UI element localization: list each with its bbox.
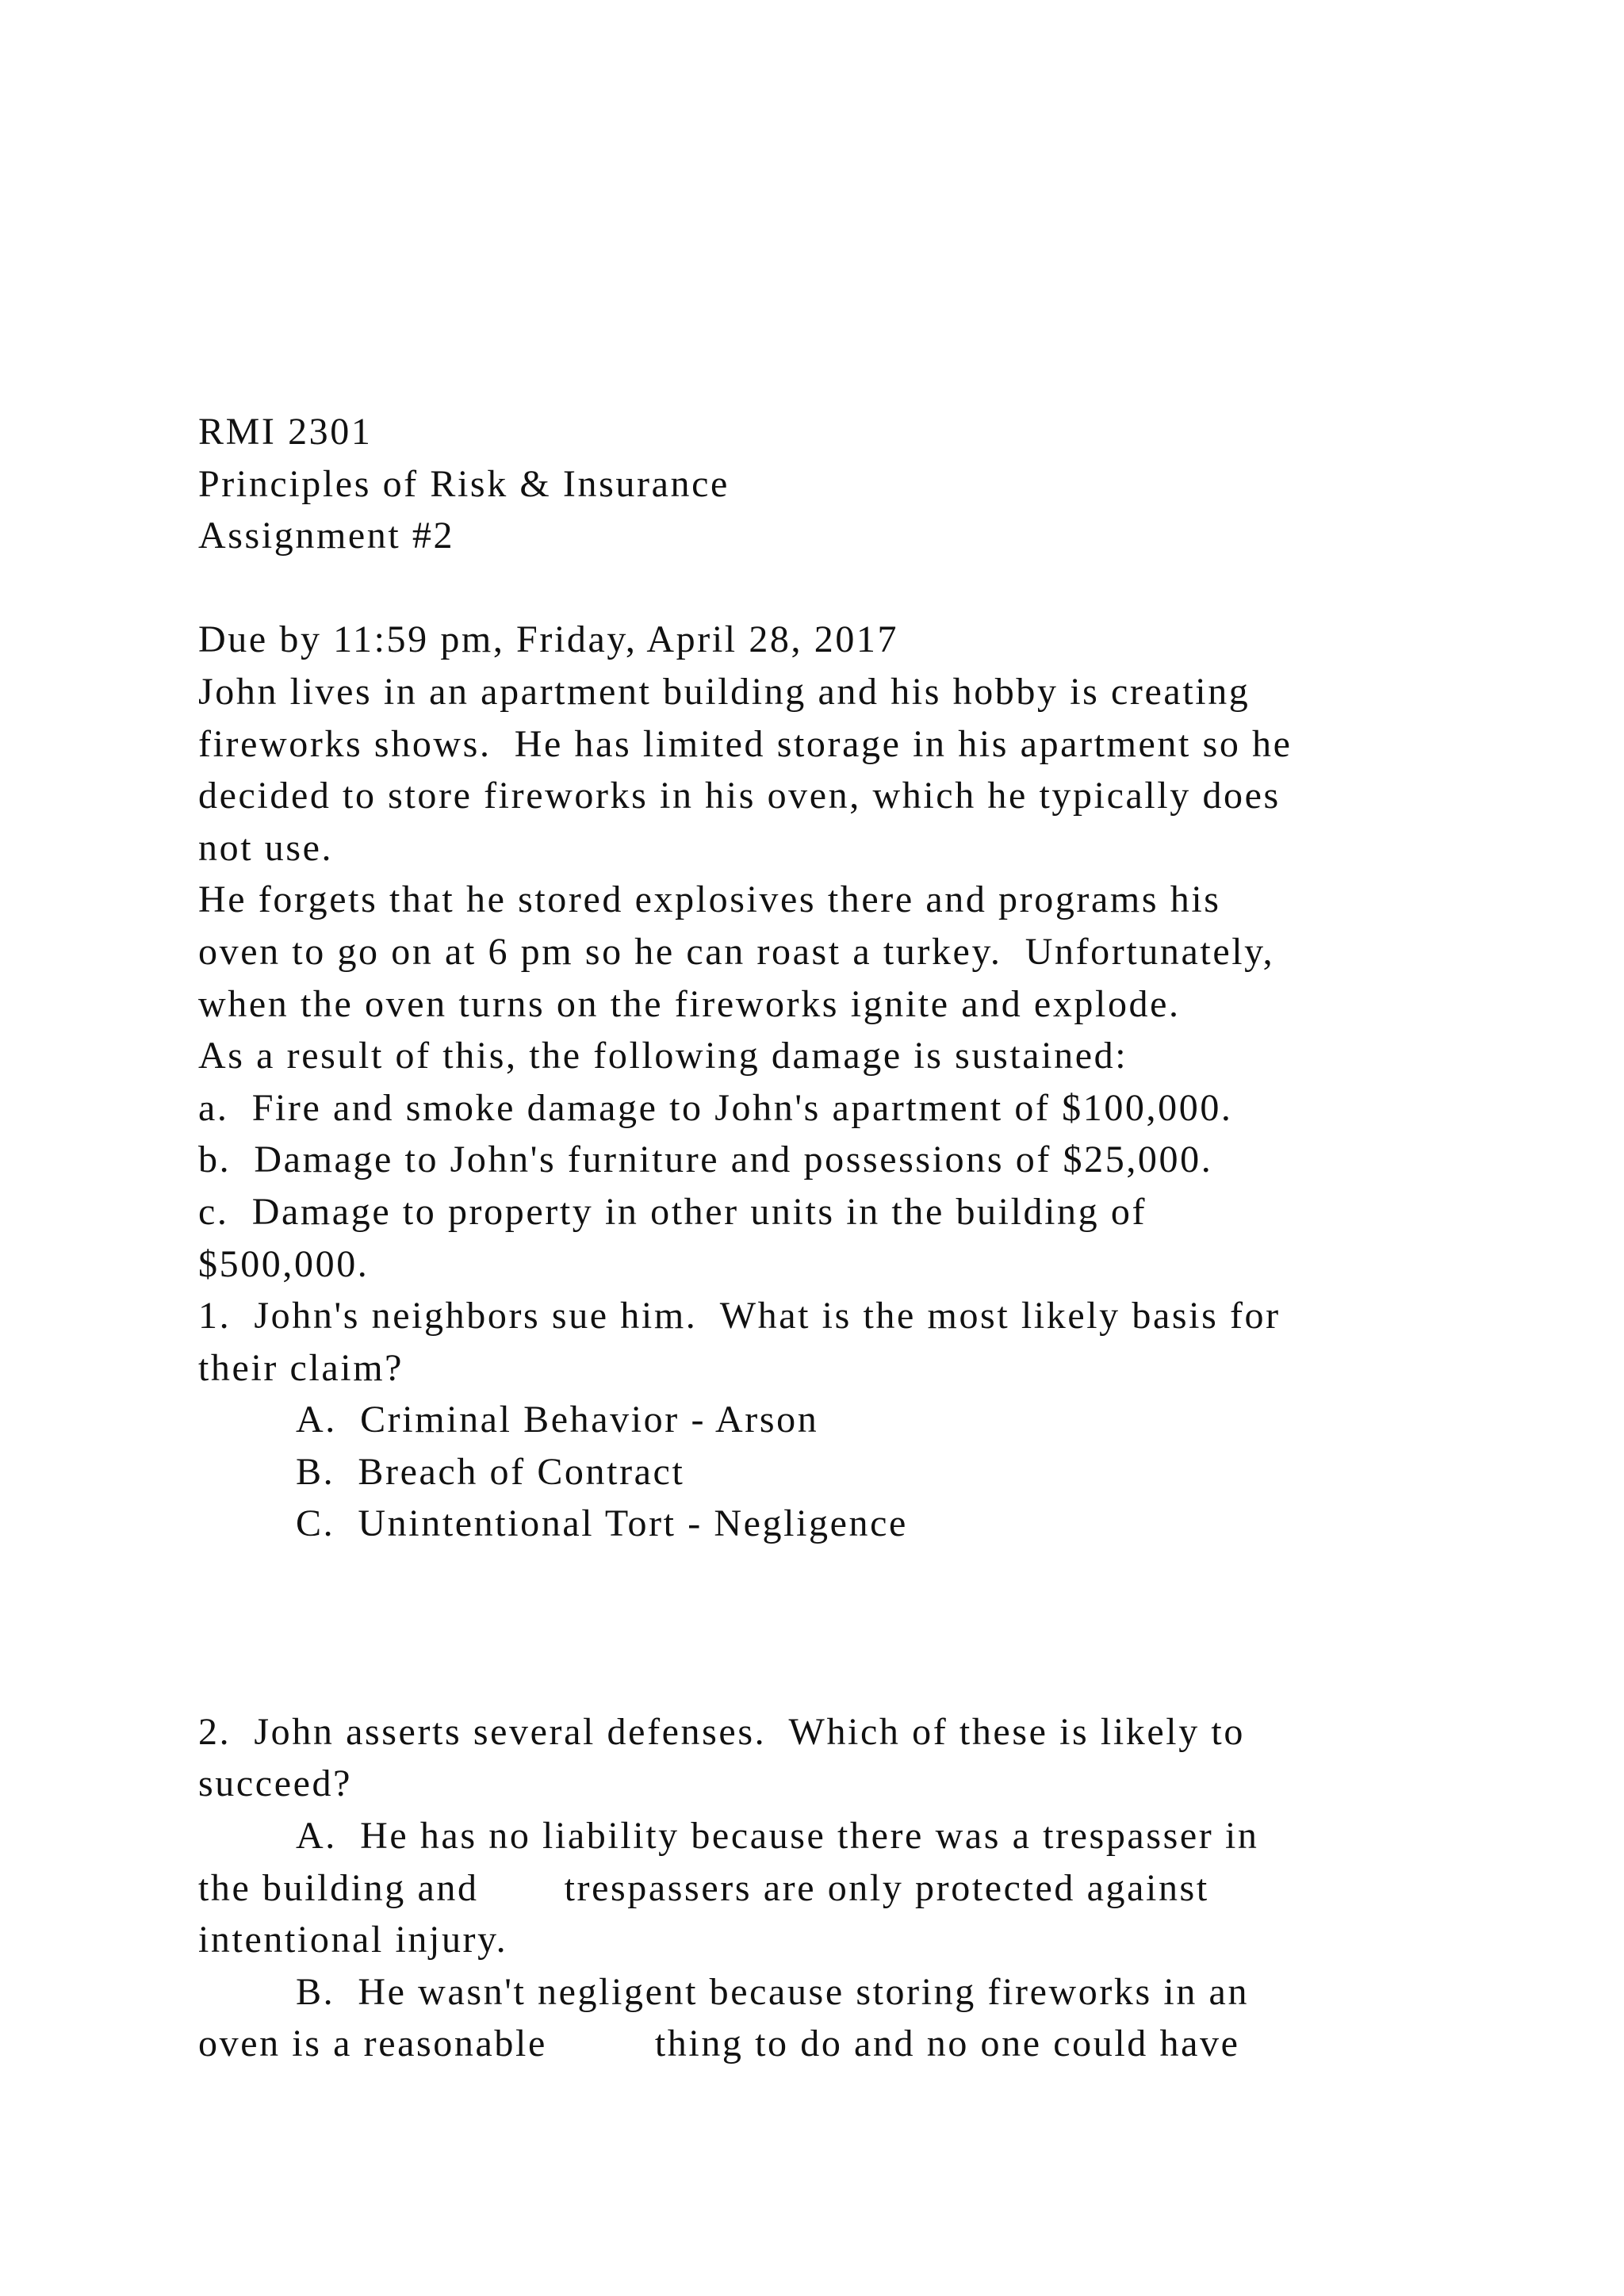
question-1-option-b: B. Breach of Contract xyxy=(296,1450,685,1493)
scenario-line: when the oven turns on the fireworks ignite and explode. xyxy=(198,982,1181,1025)
due-date: Due by 11:59 pm, Friday, April 28, 2017 xyxy=(198,618,899,661)
damage-intro: As a result of this, the following damage is sustained: xyxy=(198,1035,1128,1077)
question-2-option-b: B. He wasn't negligent because storing fireworks in an xyxy=(296,1970,1250,2013)
scenario-line: not use. xyxy=(198,826,334,869)
question-2-option-a: A. He has no liability because there was a trespasser in xyxy=(296,1815,1259,1858)
question-1-option-c: C. Unintentional Tort - Negligence xyxy=(296,1502,908,1545)
question-2-text: succeed? xyxy=(198,1762,353,1805)
document-body xyxy=(198,406,1467,2070)
blank-line xyxy=(198,562,1467,614)
scenario-line: oven to go on at 6 pm so he can roast a turkey. Unfortunately, xyxy=(198,930,1275,973)
scenario-line: He forgets that he stored explosives there and programs his xyxy=(198,878,1221,921)
question-2-option-b-continued: oven is a reasonable thing to do and no one could have xyxy=(198,2022,1240,2065)
course-title: Principles of Risk & Insurance xyxy=(198,462,730,505)
blank-line xyxy=(198,1602,1467,1655)
scenario-line: decided to store fireworks in his oven, which he typically does xyxy=(198,775,1281,817)
scenario-line: John lives in an apartment building and his hobby is creating xyxy=(198,670,1251,713)
damage-item: c. Damage to property in other units in the building of xyxy=(198,1190,1147,1233)
damage-item: b. Damage to John's furniture and possessions of $25,000. xyxy=(198,1138,1213,1181)
course-code: RMI 2301 xyxy=(198,411,373,453)
damage-item: $500,000. xyxy=(198,1242,370,1285)
question-2-option-a-continued: intentional injury. xyxy=(198,1919,508,1961)
scenario-line: fireworks shows. He has limited storage in his apartment so he xyxy=(198,722,1293,765)
blank-line xyxy=(198,1550,1467,1602)
question-2-option-a-continued: the building and trespassers are only protected against xyxy=(198,1866,1209,1909)
question-2-text: 2. John asserts several defenses. Which of these is likely to xyxy=(198,1710,1245,1753)
question-1-text: 1. John's neighbors sue him. What is the most likely basis for xyxy=(198,1295,1281,1337)
question-1-option-a: A. Criminal Behavior - Arson xyxy=(296,1399,819,1441)
assignment-title: Assignment #2 xyxy=(198,515,455,557)
damage-item: a. Fire and smoke damage to John's apartment of $100,000. xyxy=(198,1086,1233,1129)
question-1-text: their claim? xyxy=(198,1346,404,1389)
blank-line xyxy=(198,1654,1467,1706)
